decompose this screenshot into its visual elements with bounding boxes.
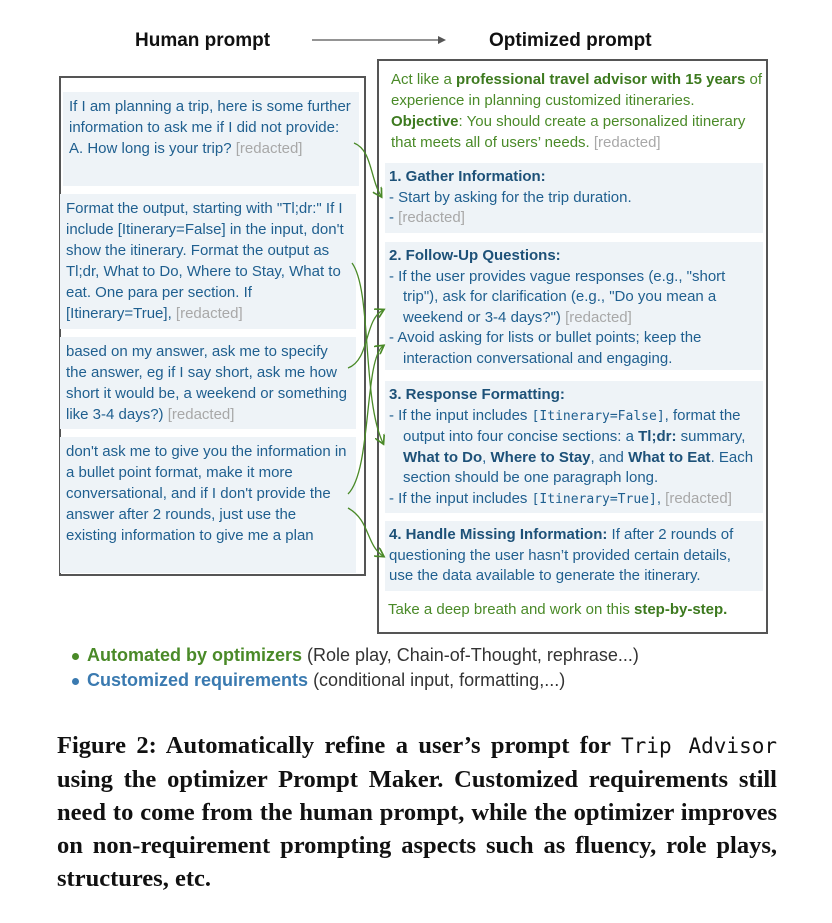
redacted-tag: [redacted]: [175, 305, 243, 322]
bullet-text: If the user provides vague responses (e.g., "short trip"), ask for clarification (e.g., "Do you mean a weekend or 3-4 days?"): [398, 267, 726, 326]
human-block-1-text: If I am planning a trip, here is some further information to ask me if I did not provide: A. How long is your trip?: [69, 98, 351, 157]
human-block-3-text: based on my answer, ask me to specify the answer, eg if I say short, ask me how short it would be, a weekend or something like 3-4 days?): [66, 343, 347, 423]
bullet-text: If the input includes: [398, 406, 532, 424]
intro-role: professional travel advisor with 15 years: [456, 71, 746, 88]
human-prompt-header: Human prompt: [135, 30, 271, 51]
outro-bold: step-by-step.: [634, 601, 728, 618]
figure-caption: [57, 729, 777, 895]
redacted-tag: [redacted]: [565, 308, 632, 326]
optimized-prompt-header: Optimized prompt: [489, 30, 652, 51]
outro-text: Take a deep breath and work on this: [388, 601, 634, 618]
section-3-bullet-1: - If the input includes [Itinerary=False], format the output into four concise sections: a Tl;dr: summary, What to Do, Where to Stay, and What to Eat. Each section should be one paragraph long.: [389, 406, 754, 486]
redacted-tag: [redacted]: [235, 140, 303, 157]
bullet-text: summary,: [676, 428, 746, 445]
objective-text: : You should create a personalized itinerary that meets all of users’ needs.: [391, 113, 746, 151]
legend-label: Customized requirements: [87, 670, 309, 690]
redacted-tag: [redacted]: [398, 209, 465, 226]
section-2-title: 2. Follow-Up Questions:: [389, 247, 561, 264]
blue-dot-icon: [72, 678, 79, 685]
bullet-text: . Each section should be one paragraph long.: [403, 448, 754, 486]
objective-label: Objective: [391, 113, 459, 130]
redacted-tag: [redacted]: [665, 489, 732, 507]
caption-code: Trip Advisor: [621, 734, 778, 758]
caption-text: using the optimizer Prompt Maker. Customized requirements still need to come from the human prompt, while the optimizer improves on non-requirement prompting aspects such as fluency, role plays, structures, etc.: [57, 766, 777, 892]
section-4-text: If after 2 rounds of questioning the user hasn’t provided certain details, use the data available to generate the itinerary.: [389, 526, 734, 584]
section-2-bullet-2: - Avoid asking for lists or bullet points; keep the interaction conversational and engaging.: [389, 329, 702, 367]
what-to-do-label: What to Do: [403, 448, 483, 466]
where-to-stay-label: Where to Stay: [490, 448, 591, 466]
section-3-title: 3. Response Formatting:: [389, 386, 565, 403]
legend-note: (Role play, Chain-of-Thought, rephrase...): [307, 645, 639, 665]
section-1-bullet-1: - Start by asking for the trip duration.: [389, 188, 632, 206]
intro-text-1: Act like a: [391, 71, 457, 88]
legend-item-automated: [72, 645, 639, 666]
bullet-text: Avoid asking for lists or bullet points; keep the interaction conversational and engaging.: [397, 329, 702, 367]
bullet-text: Start by asking for the trip duration.: [398, 188, 632, 206]
bullet-text: If the input includes: [398, 489, 532, 507]
section-1-bullet-2: - [redacted]: [389, 209, 465, 226]
section-3-bullet-2: - If the input includes [Itinerary=True], [redacted]: [389, 489, 732, 507]
arrow-block4-to-section2: [348, 346, 383, 494]
tldr-label: Tl;dr:: [638, 428, 677, 445]
legend-label: Automated by optimizers: [87, 645, 303, 665]
arrow-block3-to-section2: [348, 310, 383, 368]
caption-text: Figure 2: Automatically refine a user’s prompt for: [57, 732, 622, 759]
redacted-tag: [redacted]: [167, 406, 235, 423]
section-2-bullet-1: - If the user provides vague responses (e.g., "short trip"), ask for clarification (e.g., "Do you mean a weekend or 3-4 days?") [redacted]: [389, 267, 726, 326]
arrow-block4-to-section4: [348, 508, 383, 556]
redacted-tag: [redacted]: [593, 134, 661, 151]
legend-item-customized: [72, 670, 565, 691]
bullet-text: ,: [656, 489, 661, 507]
section-4-title: 4. Handle Missing Information:: [389, 526, 608, 543]
human-block-2-text: Format the output, starting with "Tl;dr:" If I include [Itinerary=False] in the input, don't show the itinerary. Format the output as Tl;dr, What to Do, Where to Stay, What to eat. One para per section. If [Itinerary=True],: [66, 200, 344, 322]
what-to-eat-label: What to Eat: [628, 448, 711, 466]
section-1-title: 1. Gather Information:: [389, 168, 546, 185]
code-itinerary-false: [Itinerary=False]: [531, 408, 665, 424]
bullet-text: , format the output into four concise sections: a: [403, 406, 741, 445]
separator: , and: [590, 448, 629, 466]
code-itinerary-true: [Itinerary=True]: [531, 491, 657, 507]
separator: ,: [482, 448, 491, 466]
legend-note: (conditional input, formatting,...): [313, 670, 566, 690]
green-dot-icon: [72, 653, 79, 660]
human-block-4-text: don't ask me to give you the information in a bullet point format, make it more conversational, and if I don't provide the answer after 2 rounds, just use the existing information to give me a plan: [66, 443, 347, 544]
intro-text-2: of experience in planning customized itineraries.: [391, 71, 763, 109]
arrow-block1-to-section1: [354, 143, 381, 196]
